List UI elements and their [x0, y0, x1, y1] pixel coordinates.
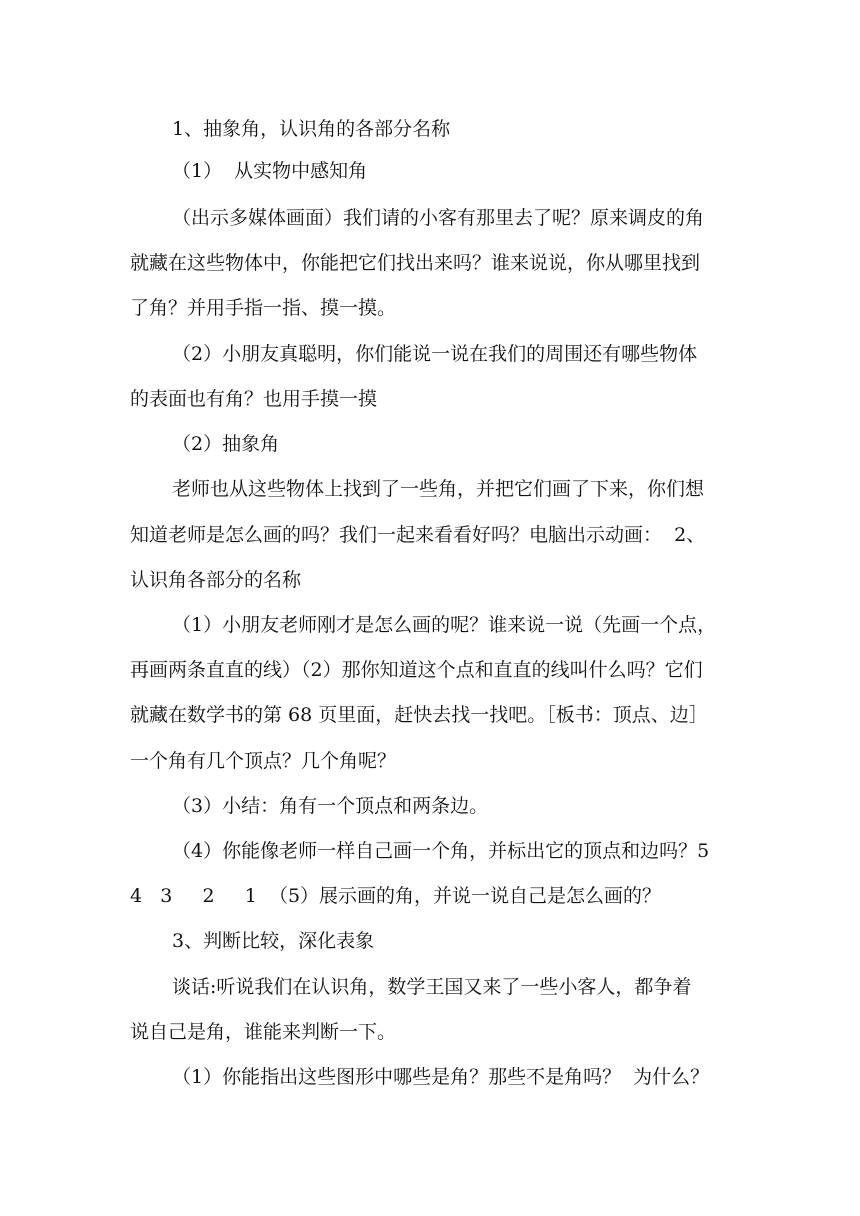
paragraph-line: 了角？并用手指一指、摸一摸。: [130, 297, 397, 319]
heading-1: 1、抽象角，认识角的各部分名称: [172, 118, 451, 140]
paragraph-line: （3）小结：角有一个顶点和两条边。: [172, 795, 489, 817]
paragraph-line: （2）小朋友真聪明，你们能说一说在我们的周围还有哪些物体: [172, 343, 698, 365]
paragraph-line: 知道老师是怎么画的吗？我们一起来看看好吗？电脑出示动画： 2、: [130, 524, 706, 546]
paragraph-line: 的表面也有角？也用手摸一摸: [130, 388, 378, 410]
paragraph-line: 说自己是角，谁能来判断一下。: [130, 1021, 397, 1043]
paragraph-line: 就藏在这些物体中，你能把它们找出来吗？谁来说说，你从哪里找到: [130, 252, 701, 274]
paragraph-line: 谈话:听说我们在认识角，数学王国又来了一些小客人，都争着: [172, 976, 692, 998]
paragraph-line: （1）你能指出这些图形中哪些是角？那些不是角吗？ 为什么？: [172, 1066, 710, 1088]
subheading-1-1: （1） 从实物中感知角: [172, 160, 368, 182]
paragraph-line: 就藏在数学书的第 68 页里面，赶快去找一找吧。［板书：顶点、边］: [130, 704, 708, 726]
paragraph-line: 再画两条直直的线）（2）那你知道这个点和直直的线叫什么吗？它们: [130, 659, 703, 681]
paragraph-line: （4）你能像老师一样自己画一个角，并标出它的顶点和边吗？5: [172, 840, 710, 862]
heading-2: 认识角各部分的名称: [130, 569, 302, 591]
paragraph-line: （1）小朋友老师刚才是怎么画的呢？谁来说一说（先画一个点，: [172, 614, 717, 636]
heading-3: 3、判断比较，深化表象: [172, 930, 375, 952]
paragraph-line: 4 3 2 1 （5）展示画的角，并说一说自己是怎么画的？: [130, 885, 662, 907]
paragraph-line: 一个角有几个顶点？几个角呢？: [130, 750, 397, 772]
paragraph-line: （出示多媒体画面）我们请的小客有那里去了呢？原来调皮的角: [172, 207, 705, 229]
subheading-1-2: （2）抽象角: [172, 433, 280, 455]
paragraph-line: 老师也从这些物体上找到了一些角，并把它们画了下来，你们想: [172, 478, 705, 500]
